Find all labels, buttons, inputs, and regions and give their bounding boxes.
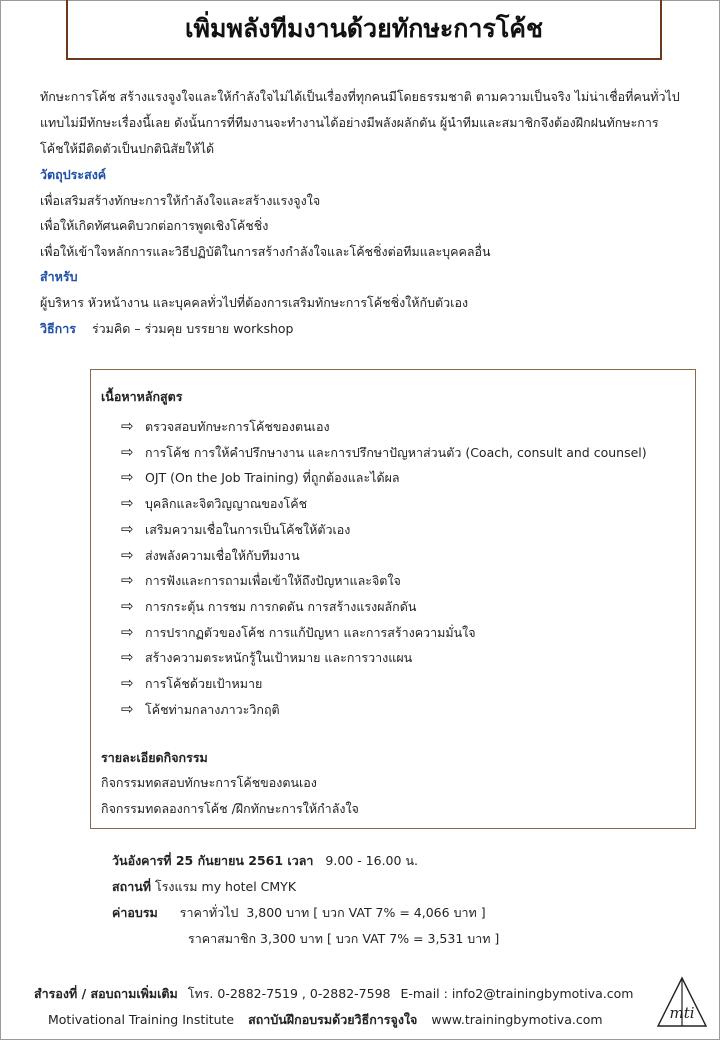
arrow-right-icon: ⇨ — [121, 442, 134, 461]
event-date-row — [112, 848, 418, 874]
fee-label: ค่าอบรม — [112, 905, 158, 920]
list-item: ⇨ เสริมความเชื่อในการเป็นโค้ชให้ตัวเอง — [121, 517, 647, 543]
list-item: ⇨ OJT (On the Job Training) ที่ถูกต้องและได้ผล — [121, 465, 647, 491]
list-item: ⇨ การโค้ช การให้คำปรึกษางาน และการปรึกษาปัญหาส่วนตัว (Coach, consult and counsel) — [121, 440, 647, 466]
intro-paragraph — [40, 84, 700, 162]
list-item: ⇨ การฟังและการถามเพื่อเข้าให้ถึงปัญหาและจิตใจ — [121, 568, 647, 594]
fee-general-label: ราคาทั่วไป — [179, 905, 239, 920]
activities-heading: รายละเอียดกิจกรรม — [101, 750, 208, 765]
arrow-right-icon: ⇨ — [121, 699, 134, 718]
contact-phone: โทร. 0-2882-7519 , 0-2882-7598 — [187, 986, 391, 1001]
event-time: 9.00 - 16.00 น. — [325, 853, 418, 868]
course-heading: เนื้อหาหลักสูตร — [101, 389, 183, 404]
arrow-right-icon: ⇨ — [121, 468, 134, 487]
arrow-right-icon: ⇨ — [121, 417, 134, 436]
intro-line: ทักษะการโค้ช สร้างแรงจูงใจและให้กำลังใจไม่ได้เป็นเรื่องที่ทุกคนมีโดยธรรมชาติ ตามความเป็นจริง ไม่น่าเชื่อที่คนทั่วไป — [40, 89, 680, 104]
objective-item: เพื่อให้เข้าใจหลักการและวิธีปฏิบัติในการสร้างกำลังใจและโค้ชชิ่งต่อทีมและบุคคลอื่น — [40, 243, 491, 259]
audience-heading: สำหรับ — [40, 269, 78, 284]
method-section — [40, 316, 294, 342]
arrow-right-icon: ⇨ — [121, 494, 134, 513]
contact-label: สำรองที่ / สอบถามเพิ่มเติม — [34, 986, 178, 1001]
list-item: ⇨ การโค้ชด้วยเป้าหมาย — [121, 671, 647, 697]
arrow-right-icon: ⇨ — [121, 545, 134, 564]
list-item: ⇨ ตรวจสอบทักษะการโค้ชของตนเอง — [121, 414, 647, 440]
list-item: ⇨ บุคลิกและจิตวิญญาณของโค้ช — [121, 491, 647, 517]
objective-item: เพื่อให้เกิดทัศนคติบวกต่อการพูดเชิงโค้ชชิ่ง — [40, 218, 269, 233]
list-item: ⇨ สร้างความตระหนักรู้ในเป้าหมาย และการวางแผน — [121, 645, 647, 671]
intro-line: แทบไม่มีทักษะเรื่องนี้เลย ดังนั้นการที่ทีมงานจะทำงานได้อย่างมีพลังผลักดัน ผู้นำทีมและสมาชิกจึงต้องฝึกฝนทักษะการ — [40, 115, 659, 130]
objective-item: เพื่อเสริมสร้างทักษะการให้กำลังใจและสร้างแรงจูงใจ — [40, 192, 321, 208]
event-date: วันอังคารที่ 25 กันยายน 2561 เวลา — [112, 853, 314, 868]
fee-member: 3,300 บาท [ บวก VAT 7% = 3,531 บาท ] — [260, 931, 500, 946]
list-item: ⇨ ส่งพลังความเชื่อให้กับทีมงาน — [121, 542, 647, 568]
arrow-right-icon: ⇨ — [121, 622, 134, 641]
website-link[interactable]: www.trainingbymotiva.com — [431, 1012, 603, 1027]
method-text: ร่วมคิด – ร่วมคุย บรรยาย workshop — [91, 321, 294, 336]
event-venue-row — [112, 874, 296, 900]
arrow-right-icon: ⇨ — [121, 673, 134, 692]
arrow-right-icon: ⇨ — [121, 648, 134, 667]
audience-section — [40, 264, 468, 315]
arrow-right-icon: ⇨ — [121, 519, 134, 538]
fee-general: 3,800 บาท [ บวก VAT 7% = 4,066 บาท ] — [246, 905, 486, 920]
venue-value: โรงแรม my hotel CMYK — [155, 879, 297, 894]
activity-item: กิจกรรมทดสอบทักษะการโค้ชของตนเอง — [101, 775, 317, 790]
course-list — [121, 414, 647, 722]
venue-label: สถานที่ — [112, 879, 152, 894]
activities-list — [101, 770, 359, 821]
objectives-heading: วัตถุประสงค์ — [40, 167, 107, 182]
event-fee-member-row — [188, 926, 499, 952]
arrow-right-icon: ⇨ — [121, 571, 134, 590]
contact-email[interactable]: E-mail : info2@trainingbymotiva.com — [400, 986, 634, 1001]
arrow-right-icon: ⇨ — [121, 596, 134, 615]
mti-logo-icon — [654, 974, 710, 1030]
list-item: ⇨ การกระตุ้น การชม การกดดัน การสร้างแรงผลักดัน — [121, 594, 647, 620]
org-name-th: สถาบันฝึกอบรมด้วยวิธีการจูงใจ — [248, 1012, 418, 1027]
method-heading: วิธีการ — [40, 321, 76, 336]
fee-member-label: ราคาสมาชิก — [188, 931, 257, 946]
page-title: เพิ่มพลังทีมงานด้วยทักษะการโค้ช — [66, 0, 662, 60]
audience-text: ผู้บริหาร หัวหน้างาน และบุคคลทั่วไปที่ต้องการเสริมทักษะการโค้ชชิ่งให้กับตัวเอง — [40, 294, 469, 310]
intro-line: โค้ชให้มีติดตัวเป็นปกตินิสัยให้ได้ — [40, 141, 215, 156]
activity-item: กิจกรรมทดลองการโค้ช /ฝึกทักษะการให้กำลังใจ — [101, 800, 359, 816]
footer-contact — [34, 984, 633, 1004]
logo-text: mti — [669, 1004, 695, 1022]
course-content-box — [90, 369, 696, 829]
footer-organization — [48, 1010, 603, 1030]
objectives-section — [40, 162, 491, 264]
list-item: ⇨ การปรากฏตัวของโค้ช การแก้ปัญหา และการสร้างความมั่นใจ — [121, 620, 647, 646]
list-item: ⇨ โค้ชท่ามกลางภาวะวิกฤติ — [121, 697, 647, 723]
event-fee-row — [112, 900, 486, 926]
org-name-en: Motivational Training Institute — [48, 1012, 235, 1027]
